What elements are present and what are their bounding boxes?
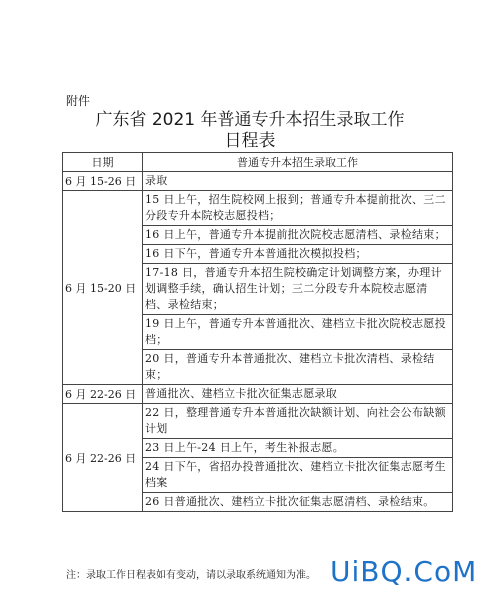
work-cell: 17-18 日，普通专升本招生院校确定计划调整方案，办理计划调整手续，确认招生计划；三二分段专升本院校志愿清档、录检结束；	[143, 264, 453, 315]
work-cell: 普通批次、建档立卡批次征集志愿录取	[143, 385, 453, 404]
work-cell: 24 日下午，省招办投普通批次、建档立卡批次征集志愿考生档案	[143, 458, 453, 493]
work-cell: 16 日下午，普通专升本普通批次模拟投档；	[143, 245, 453, 264]
header-date: 日期	[63, 153, 143, 172]
work-cell: 22 日，整理普通专升本普通批次缺额计划、向社会公布缺额计划	[143, 404, 453, 439]
table-row	[63, 191, 453, 226]
document-title: 广东省 2021 年普通专升本招生录取工作	[95, 110, 405, 130]
date-cell: 6 月 15-26 日	[63, 172, 143, 191]
date-cell: 6 月 15-20 日	[63, 191, 143, 385]
date-cell: 6 月 22-26 日	[63, 404, 143, 512]
table-row	[63, 172, 453, 191]
work-cell: 20 日，普通专升本普通批次、建档立卡批次清档、录检结束；	[143, 350, 453, 385]
footnote: 注：录取工作日程表如有变动，请以录取系统通知为准。	[66, 570, 316, 581]
work-cell: 16 日上午，普通专升本提前批次院校志愿清档、录检结束；	[143, 226, 453, 245]
attachment-label: 附件	[66, 94, 91, 108]
schedule-table	[62, 152, 453, 512]
work-cell: 26 日普通批次、建档立卡批次征集志愿清档、录检结束。	[143, 493, 453, 512]
date-cell: 6 月 22-26 日	[63, 385, 143, 404]
work-cell: 23 日上午-24 日上午，考生补报志愿。	[143, 439, 453, 458]
header-work: 普通专升本招生录取工作	[143, 153, 453, 172]
work-cell: 录取	[143, 172, 453, 191]
table-header-row	[63, 153, 453, 172]
work-cell: 19 日上午，普通专升本普通批次、建档立卡批次院校志愿投档；	[143, 315, 453, 350]
document-subtitle: 日程表	[224, 131, 276, 151]
table-row	[63, 385, 453, 404]
site-watermark: UiBQ.CoM	[330, 555, 478, 588]
table-row	[63, 404, 453, 439]
work-cell: 15 日上午，招生院校网上报到；普通专升本提前批次、三二分段专升本院校志愿投档；	[143, 191, 453, 226]
